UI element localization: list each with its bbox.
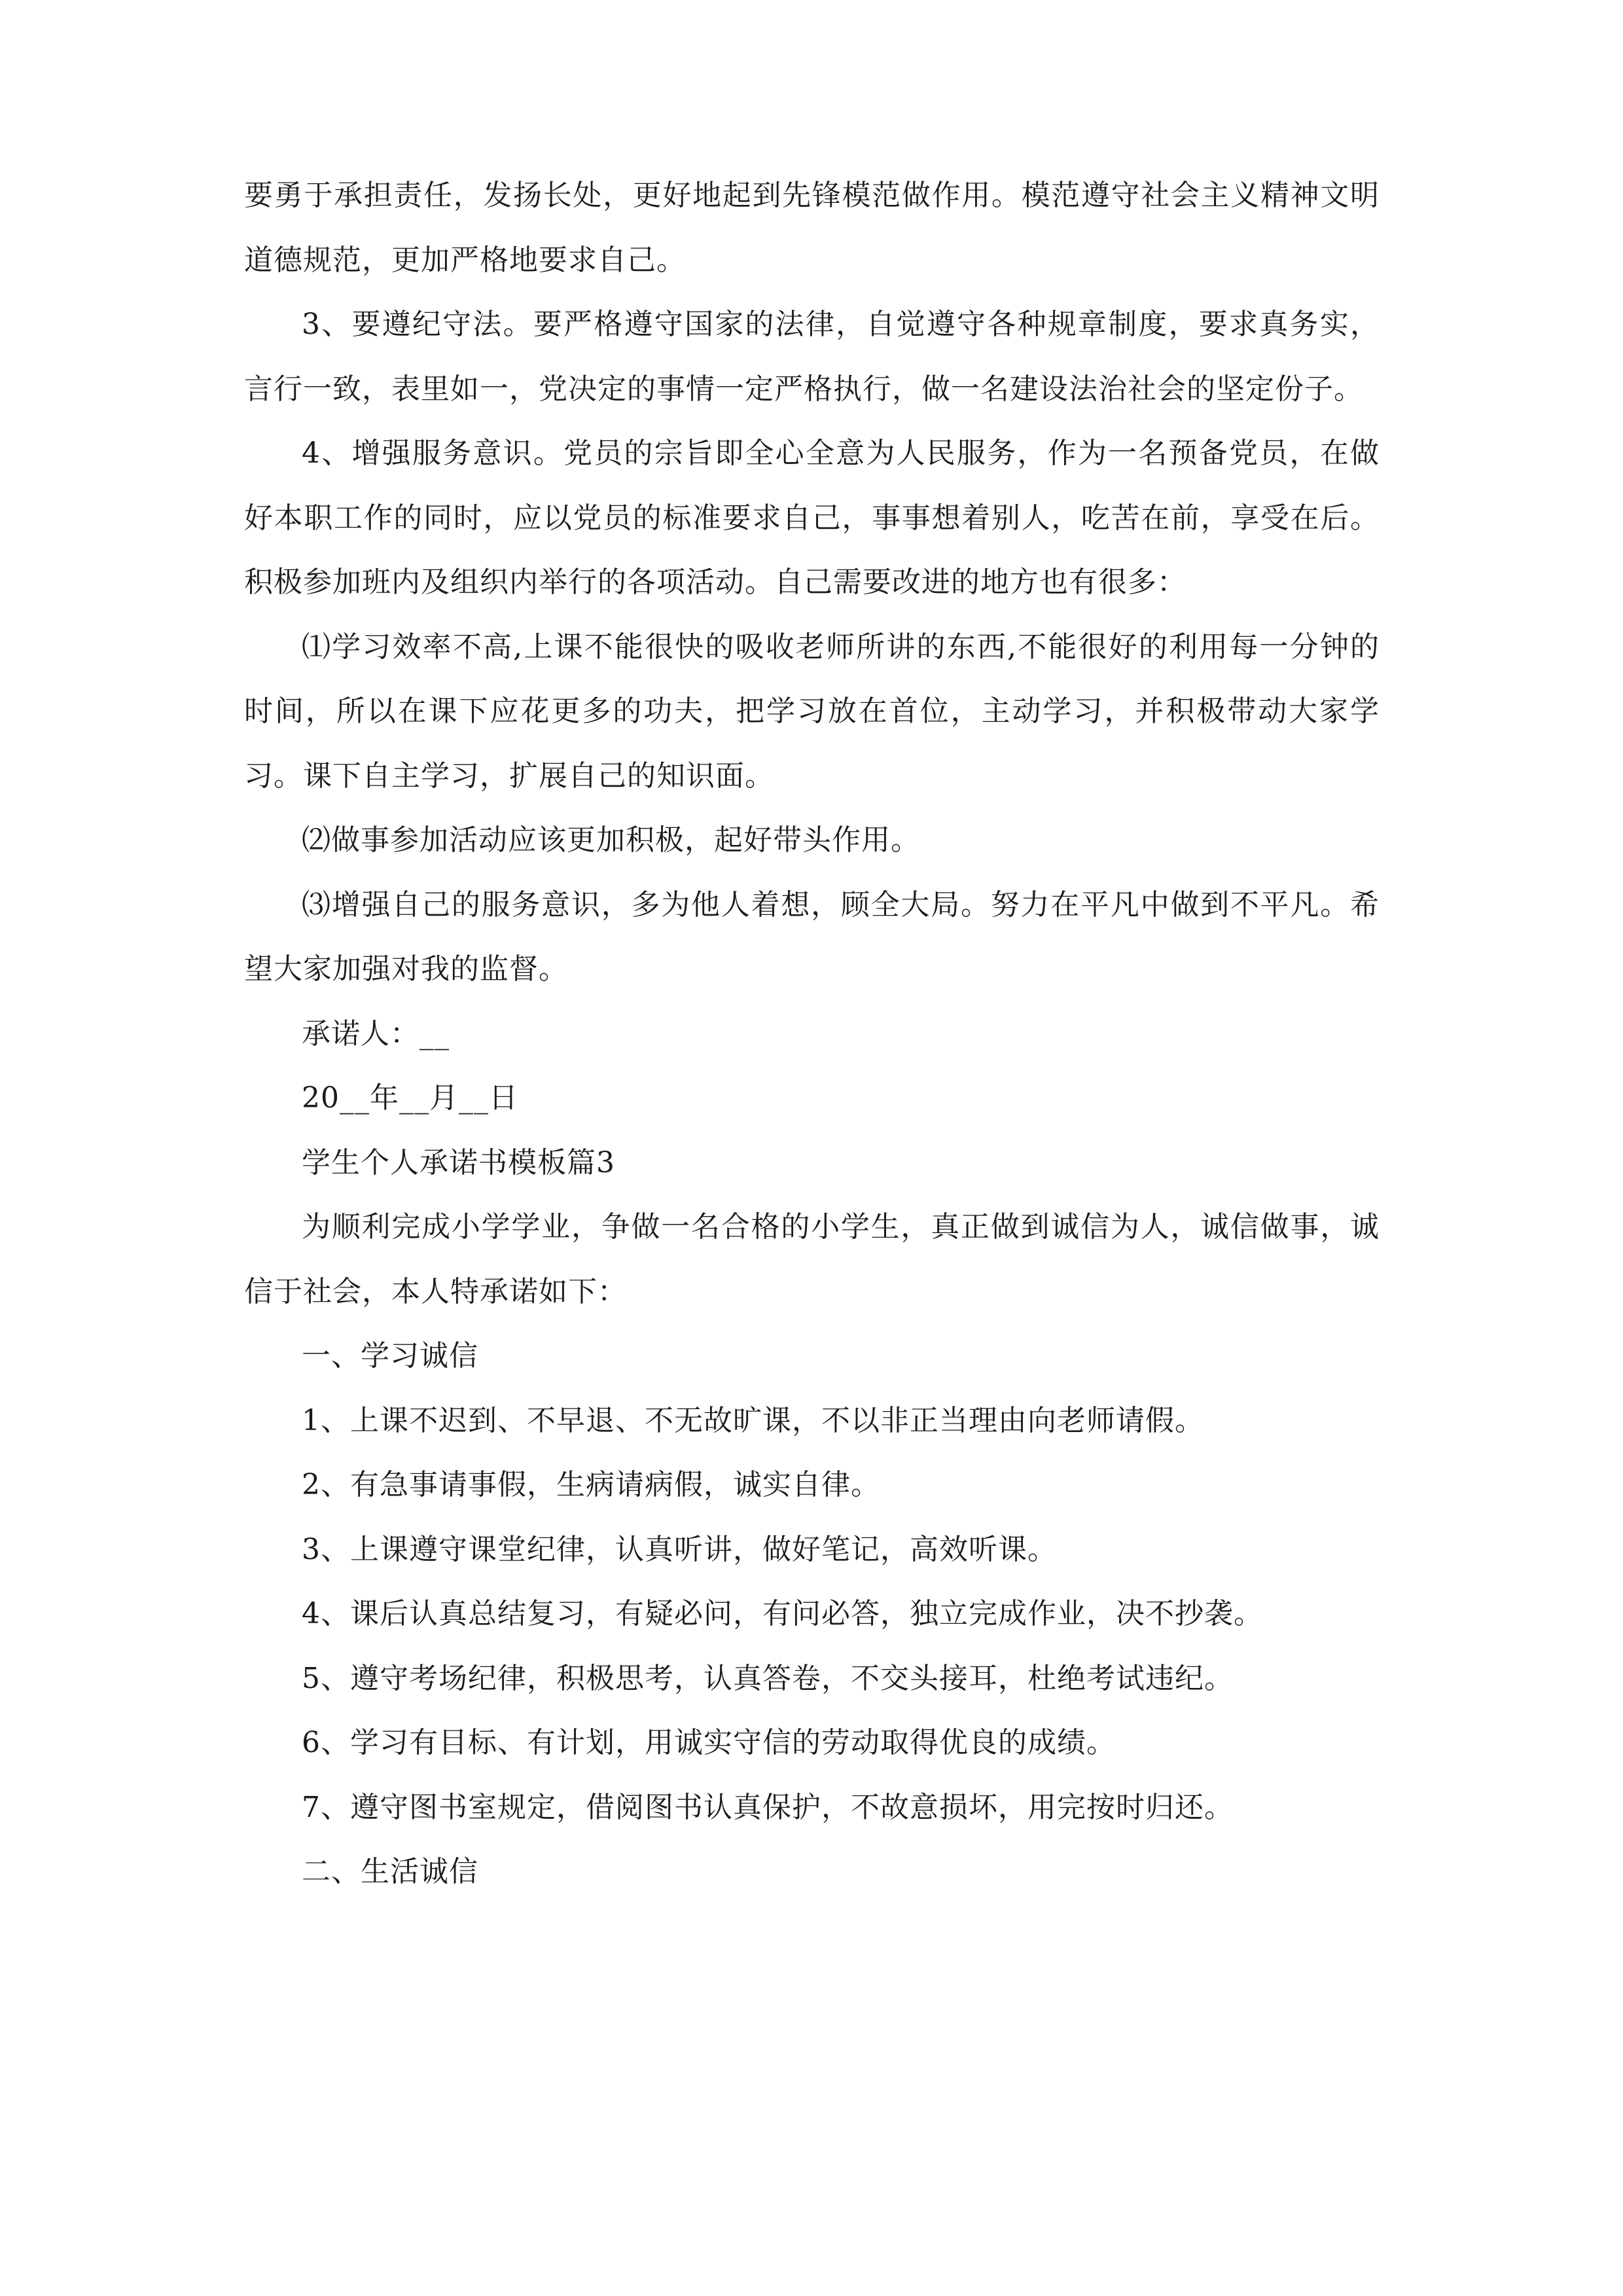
list-item: 5、遵守考场纪律，积极思考，认真答卷，不交头接耳，杜绝考试违纪。 <box>302 1661 1234 1695</box>
paragraph: 为顺利完成小学学业，争做一名合格的小学生，真正做到诚信为人，诚信做事，诚信于社会，本人特承诺如下： <box>244 1210 1380 1308</box>
date-line: 20__年__月__日 <box>302 1081 518 1115</box>
signature-line: 承诺人：__ <box>302 1016 450 1050</box>
list-item: 4、课后认真总结复习，有疑必问，有问必答，独立完成作业，决不抄袭。 <box>302 1597 1263 1630</box>
document-body <box>244 164 1380 1905</box>
list-item: 2、有急事请事假，生病请病假，诚实自律。 <box>302 1468 880 1501</box>
list-item: 1、上课不迟到、不早退、不无故旷课，不以非正当理由向老师请假。 <box>302 1403 1204 1437</box>
paragraph: ⑴学习效率不高,上课不能很快的吸收老师所讲的东西,不能很好的利用每一分钟的时间，所以在课下应花更多的功夫，把学习放在首位，主动学习，并积极带动大家学习。课下自主学习，扩展自己的知识面。 <box>244 630 1380 793</box>
section-heading: 二、生活诚信 <box>302 1855 478 1888</box>
paragraph: ⑵做事参加活动应该更加积极，起好带头作用。 <box>302 823 920 857</box>
paragraph: 3、要遵纪守法。要严格遵守国家的法律，自觉遵守各种规章制度，要求真务实，言行一致，表里如一，党决定的事情一定严格执行，做一名建设法治社会的坚定份子。 <box>244 308 1380 406</box>
section-heading: 一、学习诚信 <box>302 1339 478 1372</box>
list-item: 3、上课遵守课堂纪律，认真听讲，做好笔记，高效听课。 <box>302 1532 1057 1566</box>
paragraph: 要勇于承担责任，发扬长处，更好地起到先锋模范做作用。模范遵守社会主义精神文明道德规范，更加严格地要求自己。 <box>244 179 1380 277</box>
section-title: 学生个人承诺书模板篇3 <box>302 1145 615 1179</box>
paragraph: 4、增强服务意识。党员的宗旨即全心全意为人民服务，作为一名预备党员，在做好本职工作的同时，应以党员的标准要求自己，事事想着别人，吃苦在前，享受在后。积极参加班内及组织内举行的各项活动。自己需要改进的地方也有很多： <box>244 437 1380 599</box>
list-item: 7、遵守图书室规定，借阅图书认真保护，不故意损坏，用完按时归还。 <box>302 1790 1234 1824</box>
paragraph: ⑶增强自己的服务意识，多为他人着想，顾全大局。努力在平凡中做到不平凡。希望大家加强对我的监督。 <box>244 888 1380 986</box>
list-item: 6、学习有目标、有计划，用诚实守信的劳动取得优良的成绩。 <box>302 1726 1116 1759</box>
